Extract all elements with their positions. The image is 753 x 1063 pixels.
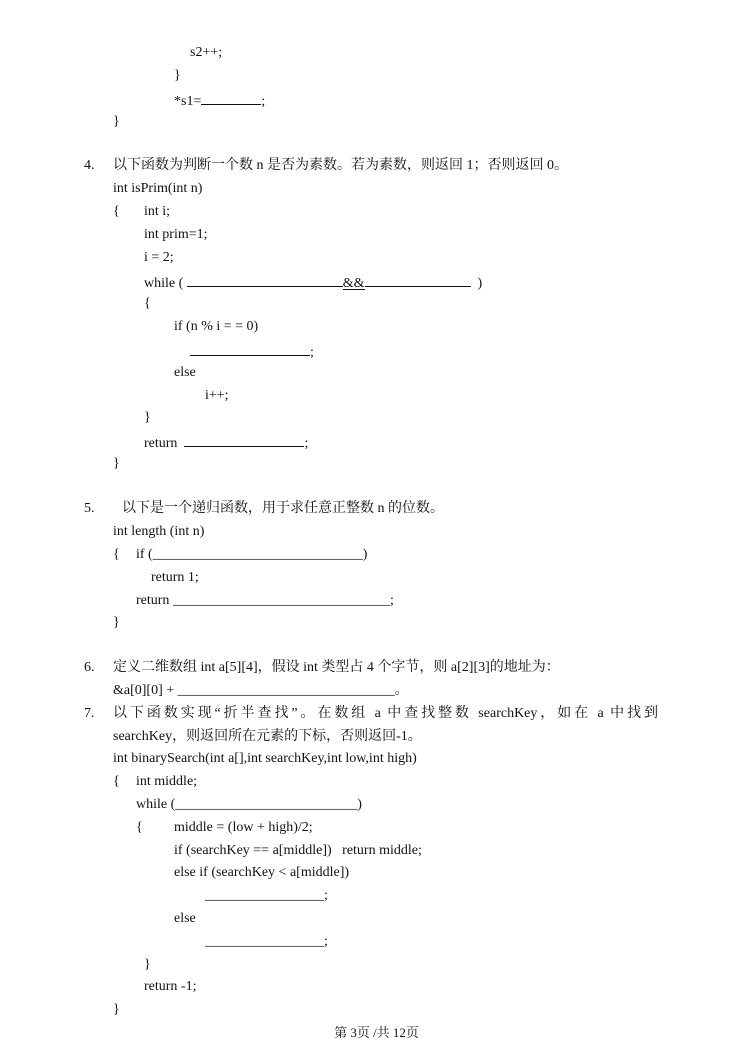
code-text: ; xyxy=(304,436,309,451)
code-line: } xyxy=(144,957,151,972)
answer-blank xyxy=(187,272,343,287)
code-line xyxy=(205,887,328,905)
code-line xyxy=(144,432,308,453)
code-line xyxy=(113,682,409,700)
answer-blank xyxy=(201,90,261,105)
question-text: 定义二维数组 int a[5][4]，假设 int 类型占 4 个字节，则 a[2][3]的地址为： xyxy=(113,660,560,675)
code-text: ; xyxy=(310,345,314,360)
code-text: &a[0][0] + xyxy=(113,683,175,698)
code-line: int isPrim(int n) xyxy=(113,181,203,196)
code-text: ; xyxy=(261,94,266,109)
code-line: if (n % i = = 0) xyxy=(174,319,259,334)
code-line: int binarySearch(int a[],int searchKey,int low,int high) xyxy=(113,751,417,766)
question-number: 4. xyxy=(84,158,95,173)
answer-blank: _______________________________ xyxy=(172,593,390,608)
code-brace: { xyxy=(113,547,120,562)
code-text: && xyxy=(342,276,365,291)
code-text: 。 xyxy=(394,683,409,698)
code-text: while ( xyxy=(144,276,184,291)
code-line: middle = (low + high)/2; xyxy=(174,820,313,835)
code-line: else xyxy=(174,911,196,926)
question-text: searchKey，则返回所在元素的下标，否则返回-1。 xyxy=(113,729,422,744)
code-line: int middle; xyxy=(136,774,198,789)
question-text: 以下函数为判断一个数 n 是否为素数。若为素数，则返回 1；否则返回 0。 xyxy=(113,158,568,173)
answer-blank: __________________________ xyxy=(175,797,358,812)
code-text: ) xyxy=(362,547,368,562)
code-line: else if (searchKey < a[middle]) xyxy=(174,865,350,880)
question-number: 5. xyxy=(84,501,95,516)
code-text: *s1= xyxy=(174,94,202,109)
question-text: 以下是一个递归函数，用于求任意正整数 n 的位数。 xyxy=(122,501,444,516)
answer-blank: _______________________________ xyxy=(177,683,395,698)
code-line: } xyxy=(144,410,151,425)
code-line: } xyxy=(113,615,120,630)
code-text: return xyxy=(144,436,178,451)
code-line: } xyxy=(113,456,120,471)
question-number: 7. xyxy=(84,706,95,721)
code-line xyxy=(144,272,482,293)
code-line: } xyxy=(113,114,120,129)
code-line xyxy=(174,90,265,111)
code-line: s2++; xyxy=(190,45,223,60)
code-line: } xyxy=(113,1002,120,1017)
code-line: else xyxy=(174,365,196,380)
code-line: return 1; xyxy=(151,570,199,585)
answer-blank: ______________________________ xyxy=(152,547,363,562)
code-text: ) xyxy=(477,276,483,291)
question-text: 以下函数实现“折半查找”。在数组 a 中查找整数 searchKey，如在 a 中找到 xyxy=(113,706,658,721)
code-line: { xyxy=(144,296,151,311)
code-line xyxy=(136,592,394,610)
code-line: int prim=1; xyxy=(144,227,208,242)
code-line xyxy=(136,546,367,564)
answer-blank xyxy=(190,341,310,356)
code-line: return -1; xyxy=(144,979,197,994)
answer-blank xyxy=(184,432,304,447)
code-line: if (searchKey == a[middle]) return middle; xyxy=(174,843,422,858)
code-text: ) xyxy=(357,797,362,812)
code-text: if ( xyxy=(136,547,153,562)
code-text: return xyxy=(136,593,170,608)
code-brace: { xyxy=(113,774,120,789)
answer-blank: _________________ xyxy=(205,934,324,949)
code-line: } xyxy=(174,68,181,83)
answer-blank xyxy=(365,272,471,287)
code-line xyxy=(205,933,328,951)
code-text: ; xyxy=(389,593,394,608)
code-line: i = 2; xyxy=(144,250,174,265)
answer-blank: _________________ xyxy=(205,888,324,903)
code-line: int i; xyxy=(144,204,171,219)
code-text: while ( xyxy=(136,797,176,812)
code-line xyxy=(136,796,362,814)
page-footer: 第 3页 /共 12页 xyxy=(334,1025,419,1040)
code-brace: { xyxy=(113,204,120,219)
question-number: 6. xyxy=(84,660,95,675)
code-line: int length (int n) xyxy=(113,524,205,539)
code-line xyxy=(190,341,314,362)
code-line: i++; xyxy=(205,388,229,403)
code-text: ; xyxy=(324,934,328,949)
code-brace: { xyxy=(136,820,143,835)
code-text: ; xyxy=(324,888,328,903)
